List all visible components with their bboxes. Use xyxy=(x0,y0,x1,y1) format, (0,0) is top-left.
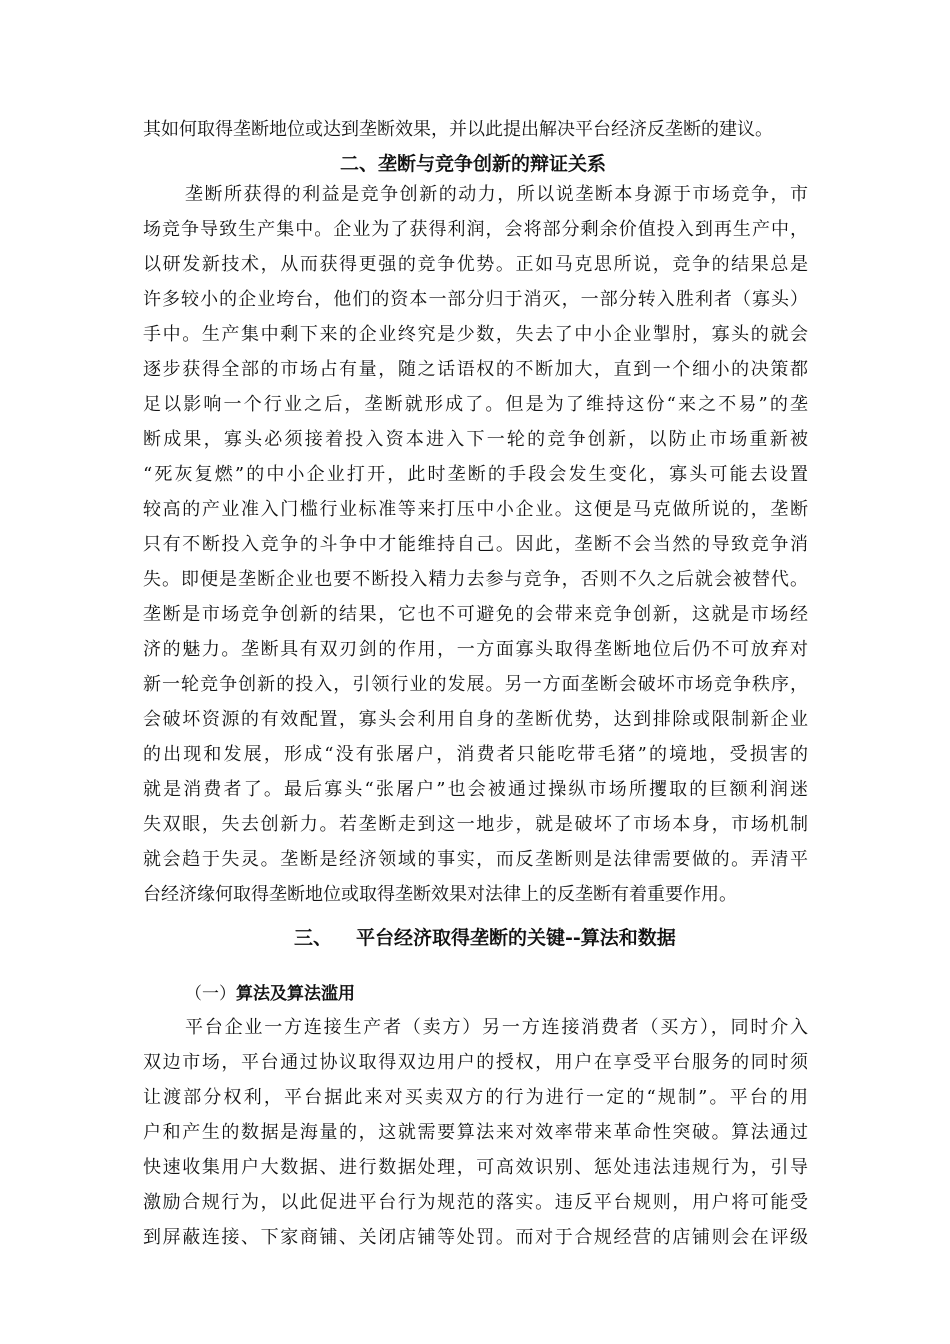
paragraph-line: 手中。生产集中剩下来的企业终究是少数，失去了中小企业掣肘，寡头的就会 xyxy=(143,324,808,345)
paragraph-line: 垄断是市场竞争创新的结果，它也不可避免的会带来竞争创新，这就是市场经 xyxy=(143,604,808,625)
paragraph-line: 快速收集用户大数据、进行数据处理，可高效识别、惩处违法违规行为，引导 xyxy=(143,1157,808,1178)
paragraph-line: “死灰复燃”的中小企业打开，此时垄断的手段会发生变化，寡头可能去设置 xyxy=(143,464,808,485)
paragraph-line: 失。即便是垄断企业也要不断投入精力去参与竞争，否则不久之后就会被替代。 xyxy=(143,569,808,590)
paragraph-line: 新一轮竞争创新的投入，引领行业的发展。另一方面垄断会破坏市场竞争秩序， xyxy=(143,674,808,695)
section-heading-2: 二、垄断与竞争创新的辩证关系 xyxy=(340,153,607,175)
paragraph-line: 许多较小的企业垮台，他们的资本一部分归于消灭，一部分转入胜利者（寡头） xyxy=(143,289,808,310)
paragraph-line: 场竞争导致生产集中。企业为了获得利润，会将部分剩余价值投入到再生产中， xyxy=(143,219,808,240)
paragraph-line: 到屏蔽连接、下家商铺、关闭店铺等处罚。而对于合规经营的店铺则会在评级 xyxy=(143,1227,808,1248)
paragraph-line: 较高的产业准入门槛行业标准等来打压中小企业。这便是马克做所说的，垄断 xyxy=(143,499,808,520)
paragraph-line: 双边市场，平台通过协议取得双边用户的授权，用户在享受平台服务的同时须 xyxy=(143,1052,808,1073)
subsection-title: 算法及算法滥用 xyxy=(236,984,355,1004)
paragraph-line: 垄断所获得的利益是竞争创新的动力，所以说垄断本身源于市场竞争，市 xyxy=(185,184,808,205)
paragraph-line: 只有不断投入竞争的斗争中才能维持自己。因此，垄断不会当然的导致竞争消 xyxy=(143,534,808,555)
paragraph-line: 台经济缘何取得垄断地位或取得垄断效果对法律上的反垄断有着重要作用。 xyxy=(143,884,737,905)
paragraph-line: 的出现和发展，形成“没有张屠户，消费者只能吃带毛猪”的境地，受损害的 xyxy=(143,744,808,765)
section-number: 三、 xyxy=(294,927,333,949)
paragraph-line: 以研发新技术，从而获得更强的竞争优势。正如马克思所说，竞争的结果总是 xyxy=(143,254,808,275)
paragraph-line: 会破坏资源的有效配置，寡头会利用自身的垄断优势，达到排除或限制新企业 xyxy=(143,709,808,730)
subsection-number: （一） xyxy=(185,984,236,1004)
paragraph-line: 激励合规行为，以此促进平台行为规范的落实。违反平台规则，用户将可能受 xyxy=(143,1192,808,1213)
paragraph-line: 断成果，寡头必须接着投入资本进入下一轮的竞争创新，以防止市场重新被 xyxy=(143,429,808,450)
paragraph-line: 失双眼，失去创新力。若垄断走到这一地步，就是破坏了市场本身，市场机制 xyxy=(143,814,808,835)
subsection-heading xyxy=(185,982,355,1006)
paragraph-line: 就是消费者了。最后寡头“张屠户”也会被通过操纵市场所攫取的巨额利润迷 xyxy=(143,779,808,800)
section-title: 平台经济取得垄断的关键--算法和数据 xyxy=(356,927,676,949)
paragraph-line: 平台企业一方连接生产者（卖方）另一方连接消费者（买方），同时介入 xyxy=(185,1017,808,1038)
paragraph-line: 让渡部分权利，平台据此来对买卖双方的行为进行一定的“规制”。平台的用 xyxy=(143,1087,808,1108)
paragraph-line: 济的魅力。垄断具有双刃剑的作用，一方面寡头取得垄断地位后仍不可放弃对 xyxy=(143,639,808,660)
section-heading-3 xyxy=(294,925,676,951)
paragraph-line: 户和产生的数据是海量的，这就需要算法来对效率带来革命性突破。算法通过 xyxy=(143,1122,808,1143)
paragraph-line: 就会趋于失灵。垄断是经济领域的事实，而反垄断则是法律需要做的。弄清平 xyxy=(143,849,808,870)
paragraph-line: 足以影响一个行业之后，垄断就形成了。但是为了维持这份“来之不易”的垄 xyxy=(143,394,808,415)
paragraph-line: 其如何取得垄断地位或达到垄断效果，并以此提出解决平台经济反垄断的建议。 xyxy=(143,119,773,140)
paragraph-line: 逐步获得全部的市场占有量，随之话语权的不断加大，直到一个细小的决策都 xyxy=(143,359,808,380)
